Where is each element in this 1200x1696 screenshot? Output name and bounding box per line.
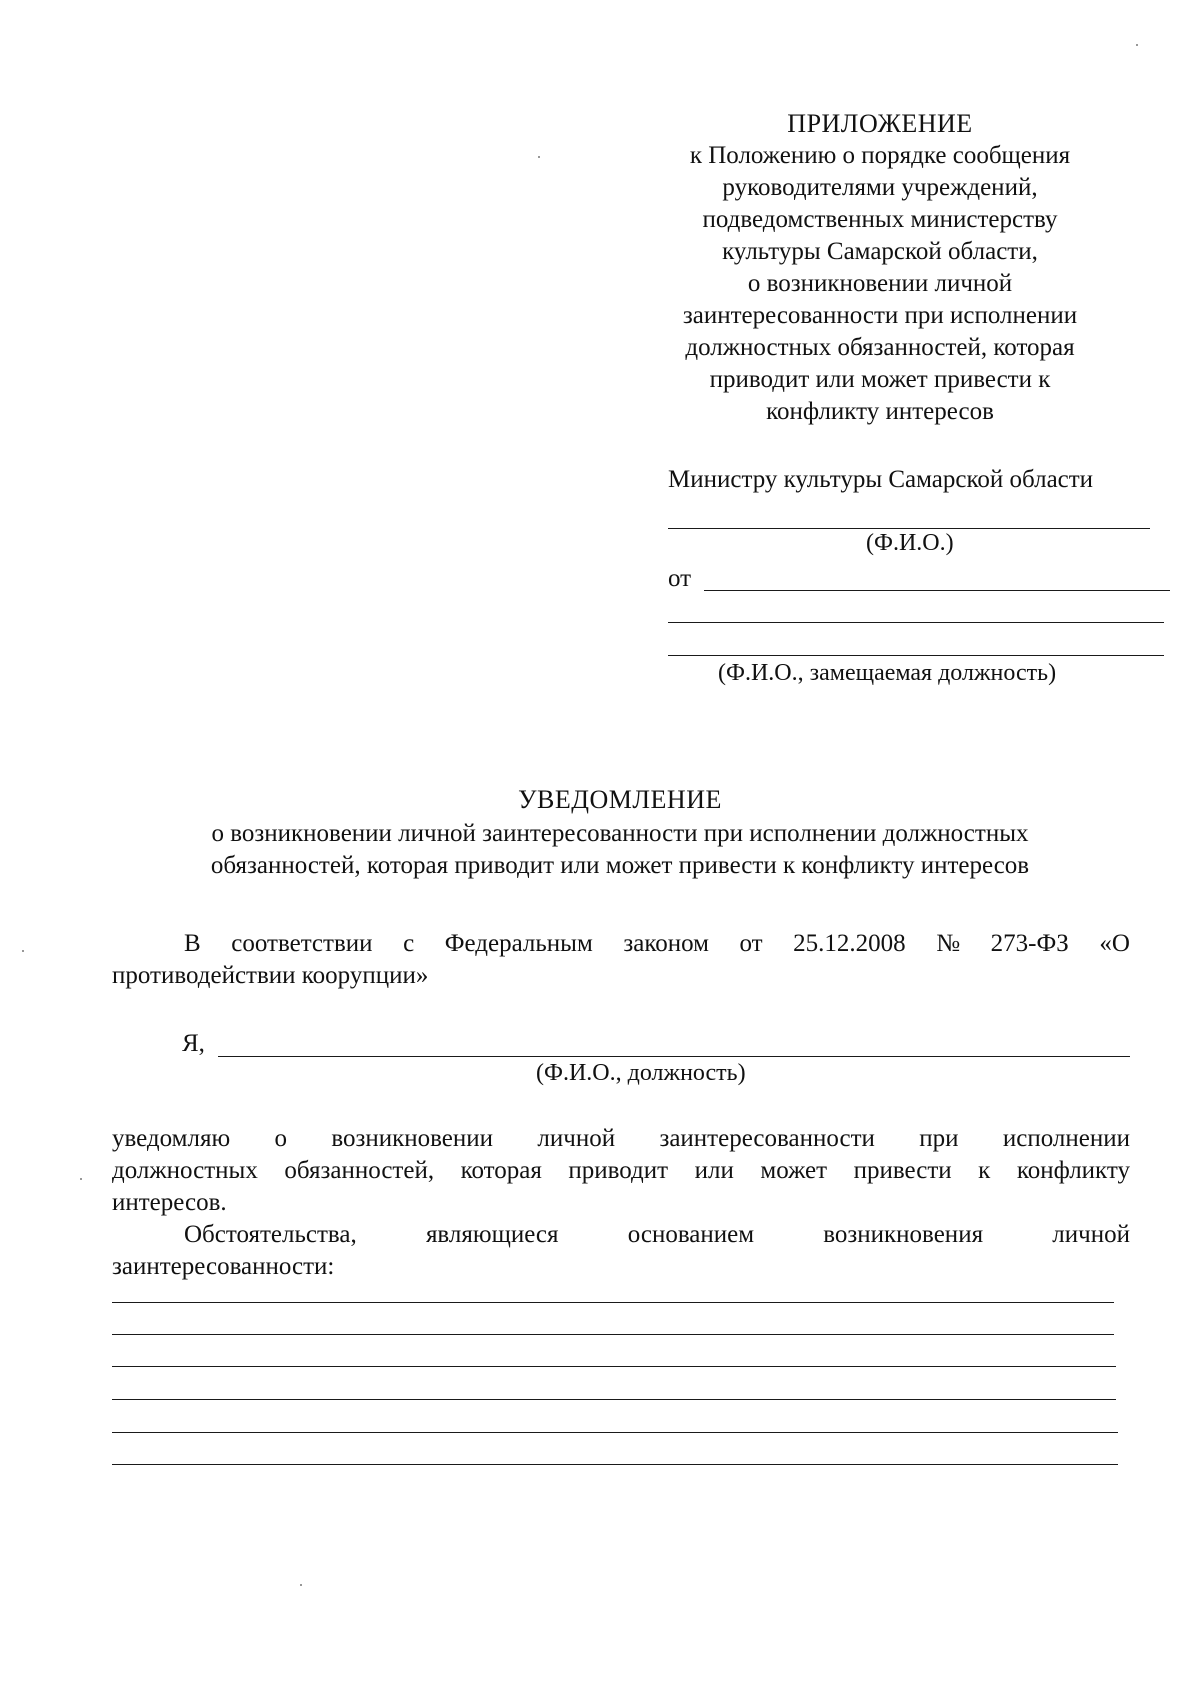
recipient-line: Министру культуры Самарской области [668, 466, 1094, 493]
word: возникновения [823, 1221, 984, 1248]
appendix-line: приводит или может привести к [709, 366, 1051, 393]
circumstances-field-line-1[interactable] [112, 1302, 1114, 1303]
word: 25.12.2008 [793, 930, 906, 957]
word: или [694, 1157, 734, 1184]
appendix-line: должностных обязанностей, которая [685, 334, 1075, 361]
word: может [760, 1157, 828, 1184]
scan-speck [300, 1584, 302, 1586]
law-reference-line-1 [112, 928, 1130, 960]
sender-field-line-2[interactable] [668, 622, 1164, 623]
appendix-line: подведомственных министерству [702, 206, 1058, 233]
word: заинтересованности [659, 1125, 875, 1152]
word: при [919, 1125, 959, 1152]
word: 273-ФЗ [990, 930, 1069, 957]
appendix-line: конфликту интересов [766, 398, 994, 425]
appendix-line: о возникновении личной [747, 270, 1013, 297]
word: от [739, 930, 763, 957]
word: исполнении [1002, 1125, 1130, 1152]
word: Обстоятельства, [184, 1221, 357, 1248]
appendix-line: к Положению о порядке сообщения [689, 142, 1071, 169]
scan-speck [22, 950, 24, 952]
word: о [274, 1125, 287, 1152]
word: уведомляю [112, 1125, 231, 1152]
word: конфликту [1016, 1157, 1130, 1184]
notice-title: УВЕДОМЛЕНИЕ [518, 785, 722, 814]
notice-subtitle-line-2: обязанностей, которая приводит или может привести к конфликту интересов [210, 852, 1030, 879]
circumstances-field-line-2[interactable] [112, 1334, 1114, 1335]
circumstances-field-line-4[interactable] [112, 1399, 1116, 1400]
declarant-caption: (Ф.И.О., должность) [536, 1060, 746, 1086]
word: должностных [112, 1157, 258, 1184]
circumstances-field-line-3[interactable] [112, 1366, 1116, 1367]
word: № [936, 930, 961, 957]
word: Федеральным [444, 930, 593, 957]
circumstances-line-2: заинтересованности: [112, 1253, 335, 1280]
appendix-line: культуры Самарской области, [722, 238, 1038, 265]
notification-paragraph [112, 1123, 1130, 1283]
law-reference-line-2: противодействии коорупции» [112, 962, 429, 989]
sender-field-line-1[interactable] [704, 590, 1170, 591]
word: законом [623, 930, 709, 957]
recipient-name-caption: (Ф.И.О.) [866, 530, 954, 556]
word: В [184, 930, 201, 957]
word: «О [1099, 930, 1130, 957]
word: личной [1052, 1221, 1130, 1248]
sender-caption: (Ф.И.О., замещаемая должность) [718, 660, 1057, 686]
appendix-line: заинтересованности при исполнении [682, 302, 1078, 329]
circumstances-field-line-6[interactable] [112, 1464, 1118, 1465]
scan-speck [1136, 44, 1138, 46]
sender-field-line-3[interactable] [668, 655, 1164, 656]
scan-speck [538, 156, 540, 158]
word: основанием [627, 1221, 755, 1248]
appendix-title: ПРИЛОЖЕНИЕ [787, 109, 973, 138]
word: личной [537, 1125, 616, 1152]
word: соответствии [231, 930, 373, 957]
law-reference-paragraph [112, 928, 1130, 992]
word: обязанностей, [284, 1157, 435, 1184]
from-label: от [668, 565, 692, 592]
scan-speck [80, 1178, 82, 1180]
word: возникновении [331, 1125, 494, 1152]
word: к [978, 1157, 991, 1184]
notification-line-2 [112, 1155, 1130, 1187]
ya-label: Я, [182, 1030, 205, 1057]
word: которая [460, 1157, 542, 1184]
declarant-name-field[interactable] [218, 1056, 1130, 1057]
notice-subtitle-line-1: о возникновении личной заинтересованности при исполнении должностных [211, 820, 1029, 847]
circumstances-line-1 [112, 1219, 1130, 1251]
notification-line-3: интересов. [112, 1189, 227, 1216]
word: с [403, 930, 415, 957]
appendix-block [640, 108, 1120, 428]
word: являющиеся [425, 1221, 559, 1248]
recipient-name-field[interactable] [668, 528, 1150, 529]
circumstances-field-line-5[interactable] [112, 1432, 1118, 1433]
notification-line-1 [112, 1123, 1130, 1155]
word: привести [853, 1157, 952, 1184]
word: приводит [568, 1157, 669, 1184]
appendix-line: руководителями учреждений, [722, 174, 1038, 201]
